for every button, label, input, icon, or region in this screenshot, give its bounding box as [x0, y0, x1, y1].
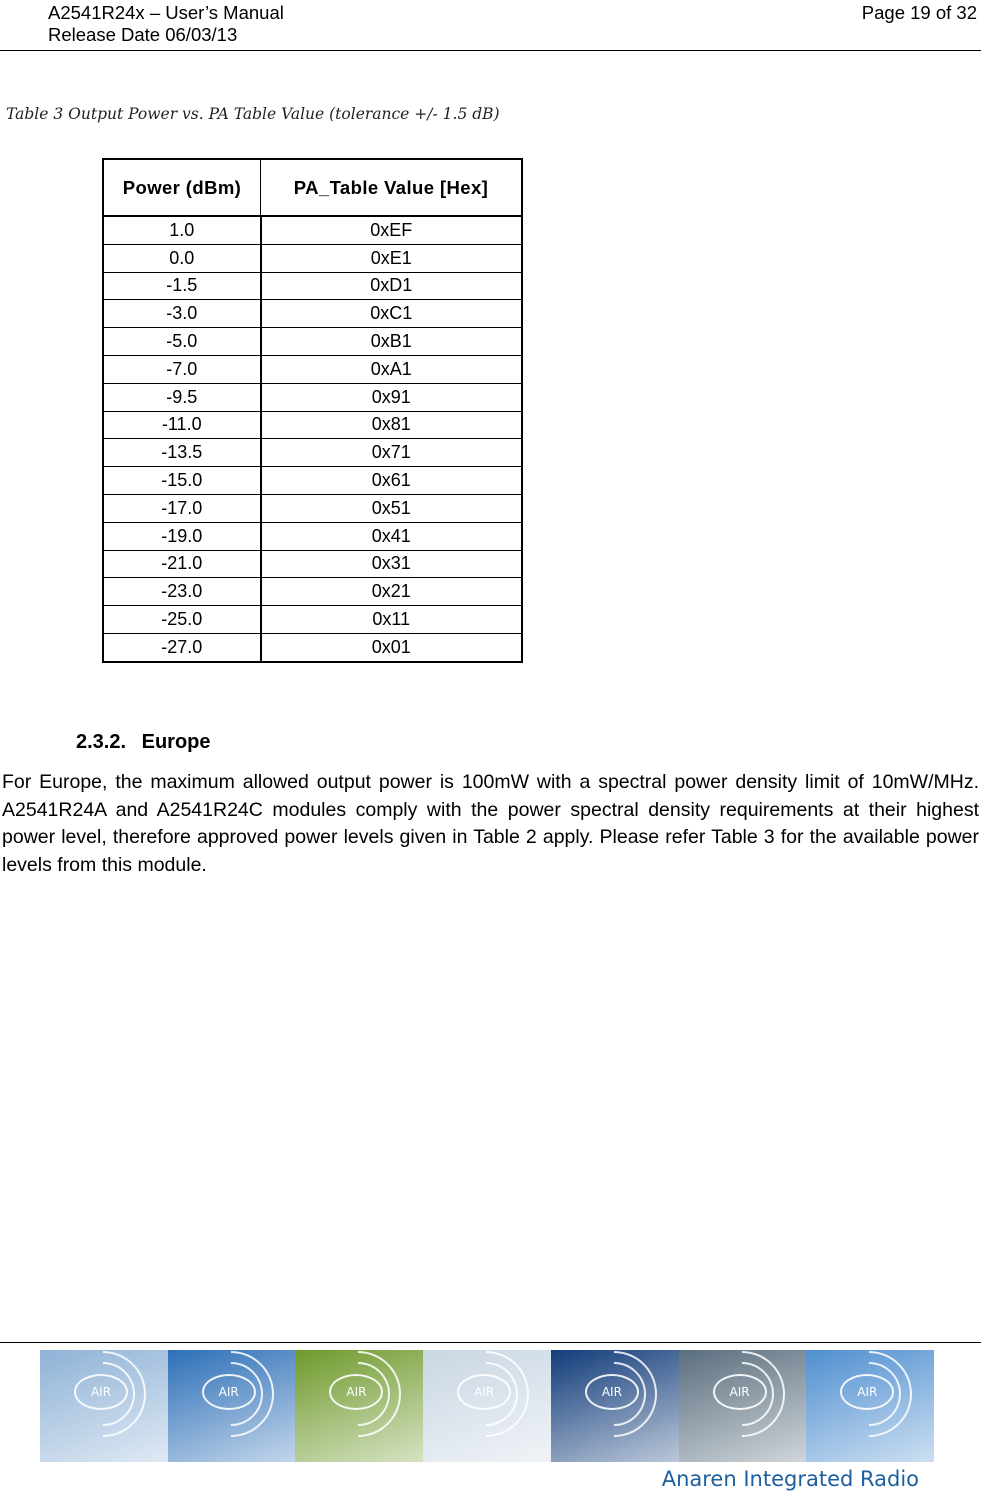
power-cell: -21.0: [103, 550, 261, 578]
table-row: [103, 467, 522, 495]
banner-panel-ski: [168, 1350, 296, 1462]
header-left: [48, 2, 284, 46]
radio-wave-icon: [809, 1350, 931, 1455]
table-row: [103, 578, 522, 606]
radio-wave-icon: [681, 1350, 803, 1455]
banner-panel-windsurf: [551, 1350, 679, 1462]
pa-value-cell: 0x91: [261, 383, 523, 411]
air-logo-icon: AIR: [457, 1374, 511, 1410]
air-logo-icon: AIR: [202, 1374, 256, 1410]
pa-value-cell: 0xE1: [261, 244, 523, 272]
table-row: [103, 633, 522, 661]
table-caption: Table 3 Output Power vs. PA Table Value (tolerance +/- 1.5 dB): [6, 105, 500, 123]
brand-name: Anaren Integrated Radio: [661, 1467, 919, 1491]
pa-value-cell: 0x71: [261, 439, 523, 467]
radio-wave-icon: [170, 1350, 292, 1455]
pa-value-cell: 0x51: [261, 494, 523, 522]
pa-value-cell: 0x81: [261, 411, 523, 439]
power-cell: -19.0: [103, 522, 261, 550]
power-table: [102, 158, 523, 663]
europe-paragraph: For Europe, the maximum allowed output power is 100mW with a spectral power density limit of 10mW/MHz. A2541R24A and A2541R24C modules comply with the power spectral density requirements at their highest power level, therefore approved power levels given in Table 2 apply. Please refer Table 3 for the available power levels from this module.: [2, 771, 979, 876]
air-logo-icon: AIR: [840, 1374, 894, 1410]
table-row: [103, 244, 522, 272]
power-cell: -9.5: [103, 383, 261, 411]
pa-value-cell: 0x01: [261, 633, 523, 661]
table-row: [103, 550, 522, 578]
col-header-power: Power (dBm): [103, 159, 261, 216]
table-header-row: [103, 159, 522, 216]
air-banner: [40, 1350, 934, 1462]
pa-value-cell: 0xC1: [261, 300, 523, 328]
pa-value-cell: 0x61: [261, 467, 523, 495]
pa-value-cell: 0xA1: [261, 355, 523, 383]
pa-value-cell: 0xD1: [261, 272, 523, 300]
footer-rule: [0, 1342, 981, 1343]
table-row: [103, 383, 522, 411]
page-number: Page 19 of 32: [861, 2, 977, 23]
col-header-pa-table: PA_Table Value [Hex]: [261, 159, 523, 216]
table-row: [103, 522, 522, 550]
section-heading: [76, 731, 211, 754]
doc-title: A2541R24x – User’s Manual: [48, 2, 284, 23]
power-cell: -7.0: [103, 355, 261, 383]
power-cell: -27.0: [103, 633, 261, 661]
pa-value-cell: 0xB1: [261, 328, 523, 356]
radio-wave-icon: [553, 1350, 675, 1455]
air-logo-icon: AIR: [585, 1374, 639, 1410]
air-logo-icon: AIR: [329, 1374, 383, 1410]
table-row: [103, 272, 522, 300]
section-number: 2.3.2.: [76, 731, 127, 753]
banner-panel-kayak: [679, 1350, 807, 1462]
air-logo-icon: AIR: [74, 1374, 128, 1410]
table-row: [103, 439, 522, 467]
power-cell: -23.0: [103, 578, 261, 606]
banner-panel-skateboard: [806, 1350, 934, 1462]
table-row: [103, 411, 522, 439]
power-cell: -3.0: [103, 300, 261, 328]
table-row: [103, 606, 522, 634]
banner-panel-mountain-bike: [295, 1350, 423, 1462]
table-row: [103, 216, 522, 244]
table-row: [103, 328, 522, 356]
radio-wave-icon: [298, 1350, 420, 1455]
section-title: Europe: [141, 731, 211, 753]
power-cell: -17.0: [103, 494, 261, 522]
power-cell: -1.5: [103, 272, 261, 300]
power-cell: -15.0: [103, 467, 261, 495]
table-row: [103, 300, 522, 328]
air-logo-icon: AIR: [713, 1374, 767, 1410]
pa-value-cell: 0x11: [261, 606, 523, 634]
pa-value-cell: 0x41: [261, 522, 523, 550]
table-body: [103, 216, 522, 662]
pa-value-cell: 0x21: [261, 578, 523, 606]
pa-value-cell: 0x31: [261, 550, 523, 578]
radio-wave-icon: [42, 1350, 164, 1455]
radio-wave-icon: [425, 1350, 547, 1455]
power-cell: -5.0: [103, 328, 261, 356]
release-date: Release Date 06/03/13: [48, 24, 238, 45]
banner-panel-snowy-trees: [423, 1350, 551, 1462]
banner-panel-snowboard: [40, 1350, 168, 1462]
power-cell: 0.0: [103, 244, 261, 272]
header-rule: [0, 50, 981, 51]
pa-value-cell: 0xEF: [370, 219, 413, 240]
table-row: [103, 355, 522, 383]
power-cell: -13.5: [103, 439, 261, 467]
power-cell: 1.0: [103, 216, 261, 244]
power-cell: -25.0: [103, 606, 261, 634]
table-row: [103, 494, 522, 522]
power-cell: -11.0: [103, 411, 261, 439]
